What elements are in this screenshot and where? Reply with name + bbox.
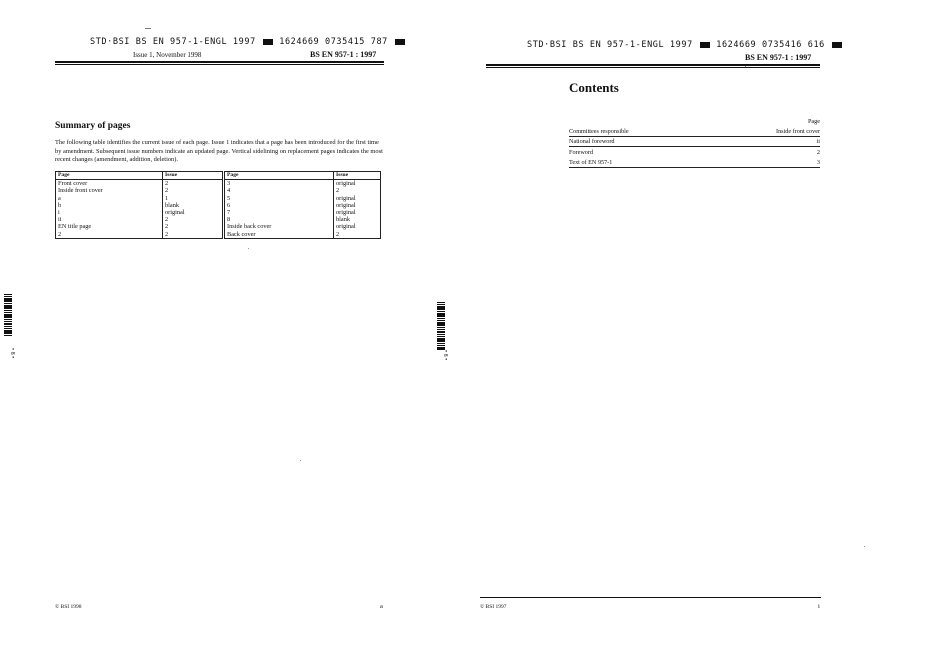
left-barcode-strip	[4, 294, 12, 337]
toc-entry-label: Committees responsible	[569, 128, 629, 135]
col-issue: Issue	[334, 172, 381, 180]
table-cell: 2	[334, 231, 381, 239]
redaction-block	[700, 42, 710, 48]
table-cell: original	[334, 209, 381, 216]
table-cell: EN title page	[56, 223, 163, 230]
toc-entry-page: ii	[816, 138, 820, 145]
right-barcode-strip	[437, 302, 445, 350]
issue-line: Issue 1, November 1998	[133, 51, 202, 59]
table-row	[56, 202, 381, 209]
table-cell: original	[334, 202, 381, 209]
right-page	[442, 0, 950, 672]
table-cell: Inside back cover	[224, 223, 334, 230]
table-cell: original	[163, 209, 224, 216]
table-cell: blank	[334, 216, 381, 223]
table-row	[56, 223, 381, 230]
table-cell: 3	[224, 180, 334, 188]
speck	[745, 66, 746, 67]
table-row	[56, 195, 381, 202]
toc-entry-label: Text of EN 957-1	[569, 159, 613, 166]
left-header-mark	[145, 28, 151, 29]
pages-table	[55, 171, 381, 239]
speck	[300, 460, 301, 461]
toc-row	[569, 137, 820, 147]
right-header-rule-thin	[486, 67, 820, 68]
table-cell: 1	[163, 195, 224, 202]
table-row	[56, 180, 381, 188]
right-header-rule	[486, 64, 820, 66]
right-footer-rule	[480, 597, 821, 598]
table-cell: i	[56, 209, 163, 216]
left-footer-copyright: © BSI 1998	[55, 604, 82, 610]
left-margin-mark: • 8 •	[9, 348, 15, 359]
col-page: Page	[56, 172, 163, 180]
right-footer-page: i	[818, 603, 820, 610]
table-cell: 2	[163, 223, 224, 230]
toc-row	[569, 148, 820, 157]
table-cell: 8	[224, 216, 334, 223]
left-header-rule-thin	[55, 64, 384, 65]
toc	[569, 118, 820, 178]
table-cell: blank	[163, 202, 224, 209]
summary-section	[55, 121, 385, 165]
speck	[248, 248, 249, 249]
table-cell: 2	[163, 231, 224, 239]
toc-row	[569, 158, 820, 168]
table-cell: Back cover	[224, 231, 334, 239]
table-cell: 2	[56, 231, 163, 239]
toc-entry-label: Foreword	[569, 149, 594, 156]
table-cell: 2	[334, 187, 381, 194]
col-issue: Issue	[163, 172, 224, 180]
table-row	[56, 216, 381, 223]
table-cell: original	[334, 223, 381, 230]
contents-title: Contents	[569, 80, 619, 95]
table-cell: 5	[224, 195, 334, 202]
table-row	[56, 209, 381, 216]
right-footer-copyright: © BSI 1997	[480, 604, 507, 610]
redaction-block	[263, 39, 273, 45]
table-cell: 2	[163, 187, 224, 194]
left-header-rule	[55, 61, 384, 63]
right-std-number: BS EN 957-1 : 1997	[745, 53, 812, 62]
page-column-label: Page	[807, 118, 820, 125]
table-cell: 2	[163, 180, 224, 188]
table-cell: 7	[224, 209, 334, 216]
table-cell: a	[56, 195, 163, 202]
table-cell: 2	[163, 216, 224, 223]
toc-row	[569, 127, 820, 137]
left-std-number: BS EN 957-1 : 1997	[310, 50, 377, 59]
left-footer-page: a	[380, 603, 383, 610]
toc-entry-label: National foreword	[569, 138, 615, 145]
table-cell: Front cover	[56, 180, 163, 188]
redaction-block	[832, 42, 842, 48]
table-cell: 4	[224, 187, 334, 194]
summary-title: Summary of pages	[55, 121, 131, 131]
table-header-row	[56, 172, 381, 180]
table-cell: 6	[224, 202, 334, 209]
table-row	[56, 231, 381, 239]
redaction-block	[395, 39, 405, 45]
right-header-code: STD·BSI BS EN 957-1-ENGL 1997 1624669 0735416 616	[527, 40, 843, 50]
col-page: Page	[224, 172, 334, 180]
toc-entry-page: Inside front cover	[776, 128, 820, 135]
toc-entry-page: 3	[816, 159, 820, 166]
right-margin-mark: • 8 •	[442, 350, 448, 361]
table-row	[56, 187, 381, 194]
table-cell: ii	[56, 216, 163, 223]
toc-entry-page: 2	[816, 149, 820, 156]
summary-text: The following table identifies the current issue of each page. Issue 1 indicates that a page has been introduced for the first time by amendment. Subsequent issue numbers indicate an updated page. Vertical sidelining on replacement pages indicates the most recent changes (amendment, addition, deletion).	[55, 139, 383, 163]
table-cell: Inside front cover	[56, 187, 163, 194]
table-cell: b	[56, 202, 163, 209]
left-header-code: STD·BSI BS EN 957-1-ENGL 1997 1624669 0735415 787	[90, 37, 406, 47]
speck	[864, 546, 865, 547]
table-cell: original	[334, 180, 381, 188]
table-cell: original	[334, 195, 381, 202]
